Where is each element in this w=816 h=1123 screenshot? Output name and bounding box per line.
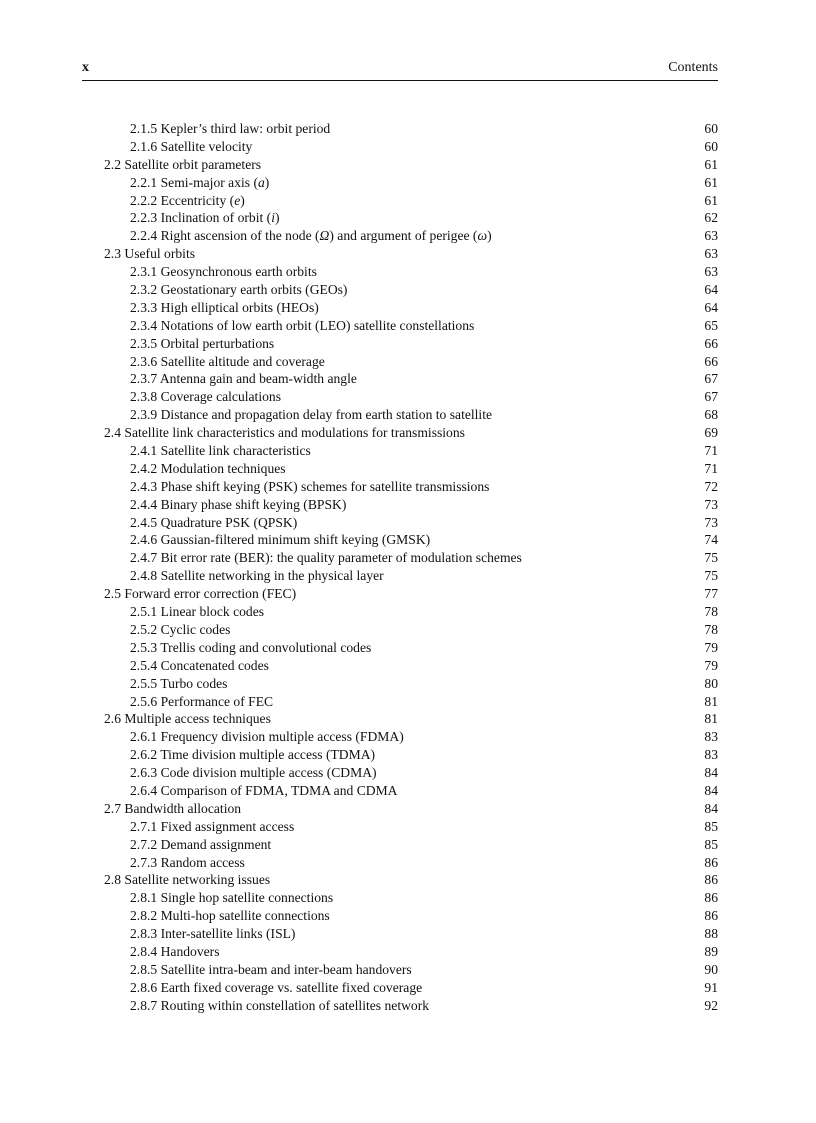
toc-entry-page: 66	[704, 335, 718, 351]
toc-entry-number: 2.4.6	[130, 532, 158, 548]
toc-entry-page: 78	[704, 604, 718, 620]
toc-entry	[104, 693, 718, 711]
toc-entry	[104, 227, 718, 245]
toc-entry-text	[104, 622, 230, 637]
toc-entry-text	[104, 586, 296, 601]
toc-entry-number: 2.6.4	[130, 782, 158, 798]
toc-entry-text	[104, 282, 347, 297]
toc-entry-page: 83	[704, 747, 718, 763]
toc-entry-page: 72	[704, 478, 718, 494]
toc-entry-title: Satellite networking in the physical layer	[160, 568, 384, 584]
toc-entry-title: High elliptical orbits (HEOs)	[160, 299, 319, 315]
toc-entry-text	[104, 694, 273, 709]
toc-entry-page: 84	[704, 800, 718, 816]
toc-entry-title: Satellite velocity	[160, 138, 253, 154]
toc-entry-text	[104, 443, 311, 458]
toc-entry-title: Bandwidth allocation	[124, 800, 242, 816]
toc-entry	[104, 800, 718, 818]
toc-entry-number: 2.1.6	[130, 138, 158, 154]
toc-entry-number: 2.5.2	[130, 621, 158, 637]
toc-entry-number: 2.3	[104, 246, 121, 262]
toc-entry	[104, 442, 718, 460]
toc-entry	[104, 370, 718, 388]
toc-entry-page: 61	[704, 174, 718, 190]
toc-entry-number: 2.2.1	[130, 174, 158, 190]
toc-entry-text	[104, 193, 245, 208]
toc-entry-number: 2.5.4	[130, 657, 158, 673]
toc-entry-title: Geosynchronous earth orbits	[160, 264, 317, 280]
toc-entry-title: Linear block codes	[160, 604, 265, 620]
toc-entry-number: 2.4.7	[130, 550, 158, 566]
toc-entry-title: Right ascension of the node (Ω) and argument of perigee (ω)	[160, 228, 492, 244]
toc-entry-page: 61	[704, 156, 718, 172]
running-header	[82, 60, 718, 81]
toc-entry-title: Distance and propagation delay from earth station to satellite	[160, 407, 493, 423]
toc-entry-number: 2.3.3	[130, 299, 158, 315]
toc-entry-title: Notations of low earth orbit (LEO) satellite constellations	[160, 317, 475, 333]
toc-entry	[104, 979, 718, 997]
toc-entry-text	[104, 944, 219, 959]
toc-entry-title: Frequency division multiple access (FDMA)	[160, 729, 404, 745]
toc-entry-number: 2.8.1	[130, 890, 158, 906]
toc-entry-page: 61	[704, 192, 718, 208]
toc-entry-text	[104, 550, 522, 565]
toc-entry-title: Comparison of FDMA, TDMA and CDMA	[160, 782, 398, 798]
table-of-contents	[104, 120, 718, 1015]
toc-entry-title: Satellite link characteristics and modulations for transmissions	[124, 425, 465, 441]
toc-entry-text	[104, 139, 252, 154]
toc-entry-page: 64	[704, 282, 718, 298]
toc-entry-page: 86	[704, 854, 718, 870]
toc-entry	[104, 710, 718, 728]
toc-entry	[104, 245, 718, 263]
toc-entry-text	[104, 980, 422, 995]
toc-entry-page: 85	[704, 836, 718, 852]
toc-entry	[104, 764, 718, 782]
toc-entry-text	[104, 908, 330, 923]
toc-entry-number: 2.6.2	[130, 747, 158, 763]
toc-entry-text	[104, 407, 492, 422]
toc-entry-title: Bit error rate (BER): the quality parameter of modulation schemes	[160, 550, 522, 566]
toc-entry-number: 2.5	[104, 586, 121, 602]
toc-entry-title: Geostationary earth orbits (GEOs)	[160, 282, 348, 298]
toc-entry	[104, 907, 718, 925]
toc-entry-number: 2.2	[104, 156, 121, 172]
toc-entry	[104, 138, 718, 156]
toc-entry	[104, 388, 718, 406]
toc-entry-title: Code division multiple access (CDMA)	[160, 765, 377, 781]
toc-entry-title: Semi-major axis (a)	[160, 174, 270, 190]
toc-entry-page: 77	[704, 586, 718, 602]
toc-entry-page: 88	[704, 926, 718, 942]
toc-entry-page: 63	[704, 264, 718, 280]
toc-entry-page: 71	[704, 443, 718, 459]
toc-entry-text	[104, 354, 325, 369]
toc-entry-page: 69	[704, 425, 718, 441]
toc-entry-title: Gaussian-filtered minimum shift keying (GMSK)	[160, 532, 431, 548]
toc-entry-text	[104, 121, 330, 136]
toc-entry	[104, 514, 718, 532]
toc-entry-text	[104, 228, 492, 243]
toc-entry-number: 2.6.3	[130, 765, 158, 781]
toc-entry-text	[104, 532, 430, 547]
toc-entry-page: 75	[704, 568, 718, 584]
toc-entry-text	[104, 801, 241, 816]
toc-entry	[104, 209, 718, 227]
toc-entry-number: 2.8.6	[130, 979, 158, 995]
toc-entry	[104, 549, 718, 567]
toc-entry-text	[104, 783, 398, 798]
toc-entry-number: 2.4.4	[130, 496, 158, 512]
toc-entry-text	[104, 711, 271, 726]
toc-entry-text	[104, 479, 489, 494]
toc-entry-page: 67	[704, 371, 718, 387]
toc-entry-number: 2.3.6	[130, 353, 158, 369]
toc-entry-number: 2.3.5	[130, 335, 158, 351]
toc-entry-title: Satellite orbit parameters	[124, 156, 262, 172]
toc-entry-page: 81	[704, 693, 718, 709]
toc-entry	[104, 460, 718, 478]
toc-entry-title: Turbo codes	[160, 675, 228, 691]
toc-entry	[104, 156, 718, 174]
toc-entry-page: 63	[704, 246, 718, 262]
toc-entry-text	[104, 890, 333, 905]
toc-entry-page: 71	[704, 460, 718, 476]
toc-entry	[104, 639, 718, 657]
toc-entry	[104, 406, 718, 424]
toc-entry-text	[104, 729, 404, 744]
toc-entry-number: 2.8.7	[130, 997, 158, 1013]
toc-entry-number: 2.4.2	[130, 460, 158, 476]
toc-entry-title: Eccentricity (e)	[160, 192, 245, 208]
toc-entry	[104, 496, 718, 514]
toc-entry	[104, 746, 718, 764]
toc-entry-number: 2.8.3	[130, 926, 158, 942]
toc-entry-title: Satellite altitude and coverage	[160, 353, 325, 369]
toc-entry-title: Cyclic codes	[160, 621, 231, 637]
toc-entry-text	[104, 747, 375, 762]
toc-entry-title: Satellite intra-beam and inter-beam handovers	[160, 961, 412, 977]
toc-entry-text	[104, 855, 245, 870]
toc-entry-number: 2.8	[104, 872, 121, 888]
toc-entry	[104, 585, 718, 603]
toc-entry-text	[104, 300, 319, 315]
toc-entry	[104, 353, 718, 371]
toc-entry-text	[104, 515, 297, 530]
toc-entry-number: 2.7.1	[130, 818, 158, 834]
toc-entry	[104, 889, 718, 907]
toc-entry	[104, 925, 718, 943]
toc-entry-title: Trellis coding and convolutional codes	[160, 639, 372, 655]
toc-entry-text	[104, 819, 294, 834]
toc-entry-number: 2.5.5	[130, 675, 158, 691]
toc-entry	[104, 871, 718, 889]
toc-entry-text	[104, 837, 271, 852]
toc-entry-number: 2.4.1	[130, 443, 158, 459]
toc-entry	[104, 621, 718, 639]
toc-entry-title: Fixed assignment access	[160, 818, 295, 834]
toc-entry-title: Routing within constellation of satellites network	[160, 997, 430, 1013]
toc-entry-title: Inter-satellite links (ISL)	[160, 926, 296, 942]
toc-entry-number: 2.8.2	[130, 908, 158, 924]
toc-entry-title: Multi-hop satellite connections	[160, 908, 330, 924]
toc-entry-page: 78	[704, 621, 718, 637]
toc-entry-page: 89	[704, 943, 718, 959]
toc-entry-text	[104, 264, 317, 279]
toc-entry-number: 2.3.8	[130, 389, 158, 405]
toc-entry-page: 79	[704, 657, 718, 673]
toc-entry-page: 85	[704, 818, 718, 834]
toc-entry	[104, 424, 718, 442]
toc-entry-page: 92	[704, 997, 718, 1013]
toc-entry	[104, 531, 718, 549]
toc-entry-page: 66	[704, 353, 718, 369]
toc-entry	[104, 818, 718, 836]
toc-entry	[104, 263, 718, 281]
toc-entry-title: Antenna gain and beam-width angle	[159, 371, 357, 387]
toc-entry	[104, 478, 718, 496]
toc-entry-page: 86	[704, 872, 718, 888]
toc-entry-title: Earth fixed coverage vs. satellite fixed coverage	[160, 979, 423, 995]
toc-entry	[104, 335, 718, 353]
toc-entry	[104, 854, 718, 872]
toc-entry-text	[104, 926, 295, 941]
toc-entry-number: 2.4.5	[130, 514, 158, 530]
toc-entry-title: Forward error correction (FEC)	[124, 586, 297, 602]
toc-entry-number: 2.8.5	[130, 961, 158, 977]
toc-entry-number: 2.5.6	[130, 693, 158, 709]
toc-entry	[104, 782, 718, 800]
toc-entry	[104, 675, 718, 693]
toc-entry-page: 67	[704, 389, 718, 405]
toc-entry-text	[104, 318, 474, 333]
toc-entry-page: 73	[704, 514, 718, 530]
toc-entry-number: 2.2.3	[130, 210, 158, 226]
toc-entry-number: 2.6	[104, 711, 121, 727]
toc-entry-page: 81	[704, 711, 718, 727]
toc-entry-number: 2.7	[104, 800, 121, 816]
toc-entry-page: 60	[704, 121, 718, 136]
toc-entry-page: 86	[704, 890, 718, 906]
toc-entry-title: Useful orbits	[124, 246, 196, 262]
toc-entry-number: 2.3.9	[130, 407, 158, 423]
toc-entry-text	[104, 425, 465, 440]
toc-entry-title: Orbital perturbations	[160, 335, 275, 351]
toc-entry-text	[104, 640, 371, 655]
toc-entry-text	[104, 765, 377, 780]
toc-entry-number: 2.1.5	[130, 121, 158, 136]
toc-entry-page: 62	[704, 210, 718, 226]
running-title: Contents	[668, 60, 718, 75]
toc-entry-text	[104, 461, 286, 476]
toc-entry-title: Phase shift keying (PSK) schemes for satellite transmissions	[160, 478, 490, 494]
toc-entry-number: 2.8.4	[130, 943, 158, 959]
toc-entry	[104, 281, 718, 299]
toc-entry-number: 2.3.7	[130, 371, 158, 387]
page-number: x	[82, 60, 89, 75]
toc-entry	[104, 943, 718, 961]
toc-entry-number: 2.4.3	[130, 478, 158, 494]
toc-entry-number: 2.2.4	[130, 228, 158, 244]
toc-entry	[104, 317, 718, 335]
toc-entry-page: 74	[704, 532, 718, 548]
toc-entry-text	[104, 497, 346, 512]
toc-entry-page: 86	[704, 908, 718, 924]
toc-entry-text	[104, 246, 195, 261]
toc-entry-title: Multiple access techniques	[124, 711, 271, 727]
toc-entry-text	[104, 658, 269, 673]
toc-entry-text	[104, 371, 357, 386]
toc-entry-page: 68	[704, 407, 718, 423]
toc-entry	[104, 603, 718, 621]
toc-entry-title: Handovers	[160, 943, 220, 959]
toc-entry-number: 2.3.4	[130, 317, 158, 333]
toc-entry-page: 91	[704, 979, 718, 995]
toc-entry-text	[104, 676, 227, 691]
toc-entry	[104, 836, 718, 854]
toc-entry-number: 2.4.8	[130, 568, 158, 584]
toc-entry-title: Random access	[160, 854, 245, 870]
toc-entry-page: 75	[704, 550, 718, 566]
toc-entry-number: 2.4	[104, 425, 121, 441]
toc-entry-title: Time division multiple access (TDMA)	[160, 747, 376, 763]
toc-entry-text	[104, 872, 270, 887]
toc-entry-title: Coverage calculations	[160, 389, 281, 405]
toc-entry-number: 2.5.1	[130, 604, 158, 620]
toc-entry-number: 2.5.3	[130, 639, 158, 655]
toc-entry	[104, 192, 718, 210]
toc-entry-page: 65	[704, 317, 718, 333]
toc-entry-text	[104, 210, 280, 225]
toc-entry	[104, 120, 718, 138]
toc-entry-title: Binary phase shift keying (BPSK)	[160, 496, 347, 512]
toc-entry	[104, 997, 718, 1015]
toc-entry-title: Concatenated codes	[160, 657, 269, 673]
toc-entry-title: Satellite networking issues	[124, 872, 271, 888]
toc-entry-page: 84	[704, 765, 718, 781]
toc-entry-page: 83	[704, 729, 718, 745]
toc-entry	[104, 961, 718, 979]
toc-entry-title: Performance of FEC	[160, 693, 274, 709]
toc-entry-title: Kepler’s third law: orbit period	[160, 121, 331, 136]
toc-entry-number: 2.7.3	[130, 854, 158, 870]
toc-entry-number: 2.7.2	[130, 836, 158, 852]
toc-entry	[104, 299, 718, 317]
toc-entry-title: Demand assignment	[160, 836, 272, 852]
toc-entry-page: 64	[704, 299, 718, 315]
toc-entry-number: 2.2.2	[130, 192, 158, 208]
toc-entry	[104, 728, 718, 746]
toc-entry-number: 2.6.1	[130, 729, 158, 745]
toc-entry-title: Quadrature PSK (QPSK)	[160, 514, 298, 530]
toc-entry-text	[104, 568, 384, 583]
toc-entry-text	[104, 389, 281, 404]
toc-entry	[104, 657, 718, 675]
toc-entry-page: 73	[704, 496, 718, 512]
toc-entry-page: 84	[704, 782, 718, 798]
toc-entry	[104, 174, 718, 192]
toc-entry	[104, 567, 718, 585]
toc-entry-title: Modulation techniques	[160, 460, 286, 476]
toc-entry-text	[104, 998, 429, 1013]
toc-entry-page: 80	[704, 675, 718, 691]
toc-entry-text	[104, 604, 264, 619]
toc-entry-text	[104, 175, 269, 190]
toc-entry-text	[104, 336, 274, 351]
toc-entry-title: Satellite link characteristics	[160, 443, 311, 459]
toc-entry-text	[104, 157, 261, 172]
toc-entry-page: 63	[704, 228, 718, 244]
toc-entry-number: 2.3.2	[130, 282, 158, 298]
toc-entry-page: 79	[704, 639, 718, 655]
toc-entry-number: 2.3.1	[130, 264, 158, 280]
toc-entry-title: Inclination of orbit (i)	[160, 210, 280, 226]
toc-entry-text	[104, 962, 412, 977]
toc-entry-page: 60	[704, 138, 718, 154]
toc-entry-page: 90	[704, 961, 718, 977]
toc-entry-title: Single hop satellite connections	[160, 890, 334, 906]
